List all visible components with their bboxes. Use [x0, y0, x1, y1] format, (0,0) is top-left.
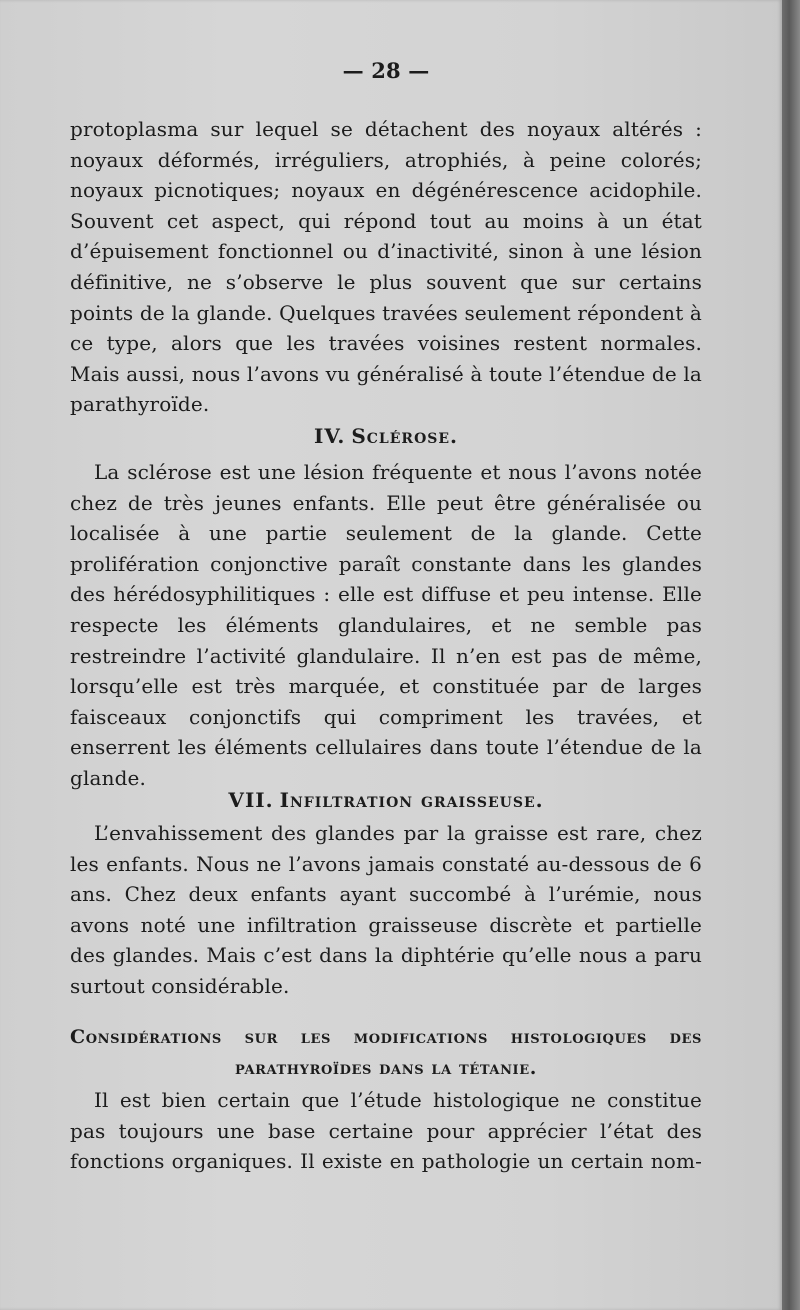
- paragraph-infiltration: L’envahissement des glandes par la graisse est rare, chez les enfants. Nous ne l’avons jamais constaté au-dessous de 6 ans. Chez deux enfants ayant succombé à l’urémie, nous avons noté une infiltration graisseuse discrète et partielle des glandes. Mais c’est dans la diphtérie qu’elle nous a paru surtout considérable.: [70, 821, 702, 998]
- section-title: Infiltration graisseuse.: [279, 788, 544, 812]
- paragraph-protoplasma: protoplasma sur lequel se détachent des noyaux altérés : noyaux déformés, irréguliers, atrophiés, à peine colorés; noyaux picnotiques; noyaux en dégénérescence acidophile. Souvent cet aspect, qui répond tout au moins à un état d’épuisement fonctionnel ou d’inactivité, sinon à une lésion définitive, ne s’observe le plus souvent que sur certains points de la glande. Quelques travées seulement répondent à ce type, alors que les travées voisines restent normales. Mais aussi, nous l’avons vu généralisé à toute l’étendue de la parathyroïde.: [70, 117, 702, 417]
- paragraph-sclerose: La sclérose est une lésion fréquente et nous l’avons notée chez de très jeunes enfants. Elle peut être généralisée ou localisée à une partie seulement de la glande. Cette prolifération conjonctive paraît constante dans les glandes des hérédosyphilitiques : elle est diffuse et peu intense. Elle respecte les éléments glandulaires, et ne semble pas restreindre l’activité glandulaire. Il n’en est pas de même, lorsqu’elle est très marquée, et constituée par de larges faisceaux conjonctifs qui compriment les travées, et enserrent les éléments cellulaires dans toute l’étendue de la glande.: [70, 460, 702, 790]
- section-number: VII.: [228, 788, 274, 812]
- section-heading-considerations: Considérations sur les modifications histologiques des parathyroïdes dans la tétanie.: [70, 1026, 702, 1079]
- section-heading-infiltration: [70, 788, 702, 812]
- section-number: IV.: [313, 424, 346, 448]
- paragraph-il-est-bien-certain: Il est bien certain que l’étude histologique ne constitue pas toujours une base certaine pour apprécier l’état des fonctions organiques. Il existe en pathologie un certain nom-: [70, 1088, 702, 1174]
- section-title: Sclérose.: [351, 424, 459, 448]
- page-number: — 28 —: [342, 58, 430, 83]
- page-edge-shadow: [782, 0, 800, 1310]
- section-heading-sclerose: [70, 424, 702, 448]
